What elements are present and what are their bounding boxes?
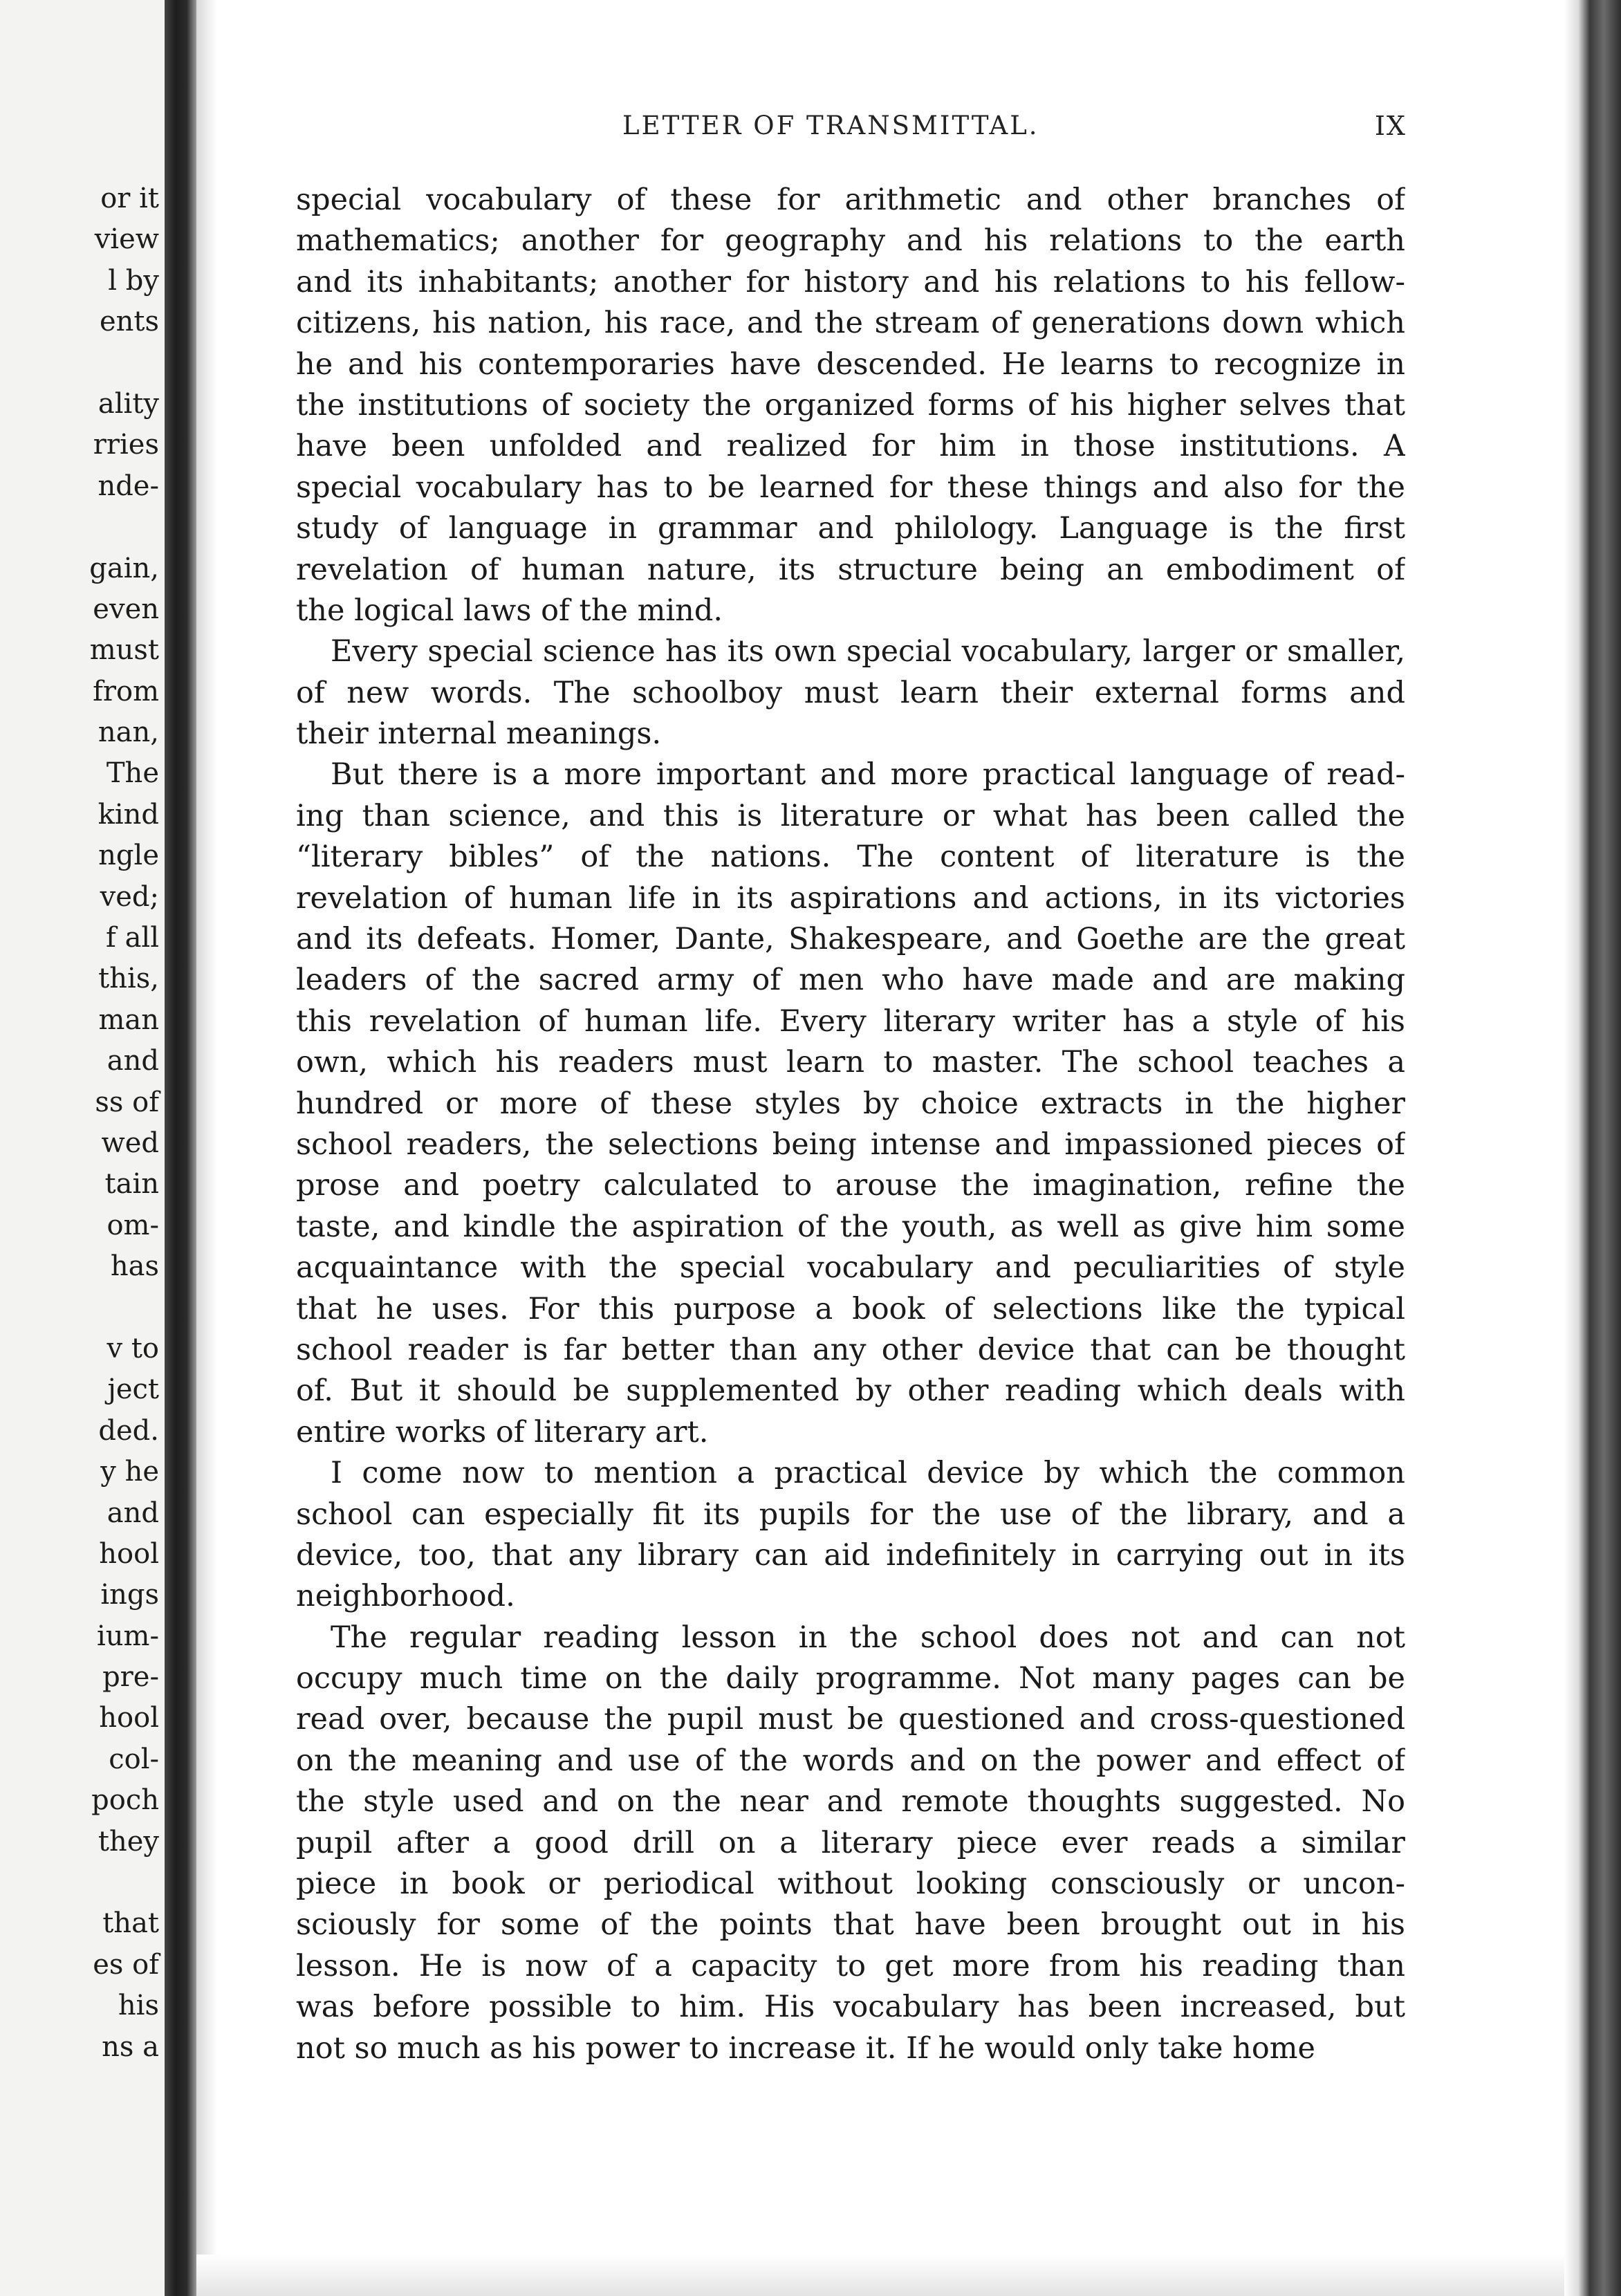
facing-page-fragment-line: v to bbox=[106, 1332, 159, 1364]
facing-page-fragment-line: and bbox=[106, 1497, 159, 1529]
text-line: the style used and on the near and remote thoughts suggested. No bbox=[296, 1784, 1405, 1820]
facing-page-fragment-line: l by bbox=[108, 264, 159, 297]
facing-page-fragment-line: ved; bbox=[100, 880, 159, 913]
text-line: sciously for some of the points that have been brought out in his bbox=[296, 1907, 1405, 1943]
facing-page-fragment-line: ss of bbox=[95, 1086, 159, 1118]
facing-page-fragment-line: gain, bbox=[89, 552, 159, 584]
text-line: that he uses. For this purpose a book of selections like the typical bbox=[296, 1291, 1405, 1326]
text-line: was before possible to him. His vocabulary has been increased, but bbox=[296, 1990, 1405, 2025]
facing-page-fragment-line: hool bbox=[99, 1537, 159, 1570]
facing-page-fragment-line: y he bbox=[100, 1456, 159, 1488]
facing-page-fragment-line: ium- bbox=[97, 1620, 159, 1652]
facing-page-fragment-line: ngle bbox=[98, 840, 159, 872]
facing-page-fragment-line: has bbox=[110, 1250, 159, 1283]
text-line: piece in book or periodical without looking consciously or uncon- bbox=[296, 1867, 1405, 1902]
facing-page-fragment-line: even bbox=[93, 593, 159, 625]
facing-page-fragment-line: wed bbox=[101, 1127, 159, 1159]
text-line: The regular reading lesson in the school does not and can not bbox=[331, 1620, 1405, 1655]
facing-page-fragment-line bbox=[0, 1862, 159, 1903]
paragraph bbox=[296, 754, 1405, 1453]
facing-page-fragment-line: f all bbox=[106, 922, 159, 954]
page-number: IX bbox=[1374, 111, 1407, 141]
text-line: he and his contemporaries have descended. He learns to recognize in bbox=[296, 346, 1405, 382]
facing-page-fragment-line: es of bbox=[93, 1948, 159, 1981]
facing-page-fragment-line: col- bbox=[109, 1743, 159, 1775]
facing-page-fragment-line: om- bbox=[106, 1209, 159, 1241]
text-line: lesson. He is now of a capacity to get more from his reading than bbox=[296, 1948, 1405, 1983]
facing-page-fragment-line bbox=[0, 1288, 159, 1328]
facing-page-fragment-line bbox=[0, 343, 159, 384]
text-line: this revelation of human life. Every literary writer has a style of his bbox=[296, 1003, 1405, 1039]
text-line: and its inhabitants; another for history and his relations to his fellow- bbox=[296, 264, 1405, 299]
facing-page-fragment-line: that bbox=[102, 1907, 159, 1940]
text-line: citizens, his nation, his race, and the stream of generations down which bbox=[296, 306, 1405, 341]
facing-page-fragment-line: nde- bbox=[98, 470, 159, 502]
text-line: neighborhood. bbox=[296, 1579, 515, 1614]
facing-page-fragment-line: and bbox=[106, 1045, 159, 1077]
page-edge-shadow bbox=[1564, 0, 1621, 2296]
text-line: have been unfolded and realized for him in those institutions. A bbox=[296, 429, 1405, 464]
facing-page-fragment-line: pre- bbox=[102, 1661, 159, 1694]
text-line: device, too, that any library can aid indefinitely in carrying out in its bbox=[296, 1537, 1405, 1573]
facing-page-fragment-line: man bbox=[98, 1003, 159, 1036]
facing-page-fragment-line: poch bbox=[91, 1784, 159, 1817]
paragraph bbox=[296, 631, 1405, 754]
paragraph bbox=[296, 1618, 1405, 2069]
book-gutter bbox=[165, 0, 196, 2296]
running-head bbox=[297, 111, 1407, 152]
text-line: study of language in grammar and philology. Language is the first bbox=[296, 511, 1405, 546]
facing-page-fragment-line bbox=[0, 507, 159, 548]
facing-page-fragment-line: ings bbox=[100, 1579, 159, 1611]
facing-page-fragment-line: this, bbox=[98, 963, 159, 995]
facing-page-fragment-line: they bbox=[98, 1825, 159, 1858]
text-line: But there is a more important and more practical language of read- bbox=[331, 757, 1405, 793]
text-line: pupil after a good drill on a literary piece ever reads a similar bbox=[296, 1825, 1405, 1860]
facing-page-fragment-line: hool bbox=[99, 1702, 159, 1734]
text-line: of new words. The schoolboy must learn their external forms and bbox=[296, 675, 1405, 710]
facing-page-fragment-line: from bbox=[93, 675, 159, 707]
facing-page-fragment-line: his bbox=[118, 1990, 159, 2022]
text-line: the institutions of society the organized forms of his higher selves that bbox=[296, 387, 1405, 423]
text-line: ing than science, and this is literature or what has been called the bbox=[296, 798, 1405, 833]
text-line: the logical laws of the mind. bbox=[296, 593, 723, 628]
text-line: mathematics; another for geography and his relations to the earth bbox=[296, 223, 1405, 259]
facing-page-fragment-line: kind bbox=[98, 798, 159, 831]
text-line: Every special science has its own special vocabulary, larger or smaller, bbox=[331, 634, 1405, 669]
facing-page-fragment bbox=[0, 0, 165, 2296]
facing-page-fragment-line: or it bbox=[100, 183, 159, 214]
text-line: not so much as his power to increase it. If he would only take home bbox=[296, 2030, 1315, 2066]
text-line: prose and poetry calculated to arouse the imagination, refine the bbox=[296, 1168, 1405, 1203]
text-line: school readers, the selections being intense and impassioned pieces of bbox=[296, 1127, 1405, 1162]
facing-page-fragment-line: ject bbox=[107, 1373, 159, 1406]
text-line: read over, because the pupil must be questioned and cross-questioned bbox=[296, 1702, 1405, 1737]
text-line: own, which his readers must learn to master. The school teaches a bbox=[296, 1045, 1405, 1080]
running-title: LETTER OF TRANSMITTAL. bbox=[622, 111, 1039, 140]
facing-page-fragment-line: must bbox=[89, 634, 159, 667]
text-line: on the meaning and use of the words and on the power and effect of bbox=[296, 1743, 1405, 1778]
facing-page-fragment-line: ents bbox=[99, 306, 159, 338]
text-line: taste, and kindle the aspiration of the youth, as well as give him some bbox=[296, 1209, 1405, 1244]
facing-page-fragment-line: ns a bbox=[102, 2030, 159, 2063]
text-line: I come now to mention a practical device by which the common bbox=[331, 1456, 1405, 1491]
text-line: revelation of human life in its aspirations and actions, in its victories bbox=[296, 880, 1405, 916]
facing-page-fragment-line: rries bbox=[93, 429, 159, 461]
text-line: leaders of the sacred army of men who have made and are making bbox=[296, 963, 1405, 998]
text-line: entire works of literary art. bbox=[296, 1414, 709, 1450]
text-line: and its defeats. Homer, Dante, Shakespeare, and Goethe are the great bbox=[296, 922, 1405, 957]
text-line: of. But it should be supplemented by other reading which deals with bbox=[296, 1373, 1405, 1409]
paragraph bbox=[296, 180, 1405, 631]
facing-page-fragment-line: The bbox=[106, 757, 159, 790]
facing-page-fragment-line: tain bbox=[104, 1168, 159, 1201]
text-line: acquaintance with the special vocabulary and peculiarities of style bbox=[296, 1250, 1405, 1286]
text-line: special vocabulary has to be learned for these things and also for the bbox=[296, 470, 1405, 505]
page-body-text bbox=[296, 180, 1405, 2069]
text-line: occupy much time on the daily programme. Not many pages can be bbox=[296, 1661, 1405, 1696]
text-line: school can especially fit its pupils for the use of the library, and a bbox=[296, 1497, 1405, 1532]
page-bottom-margin bbox=[196, 2255, 1566, 2296]
text-line: special vocabulary of these for arithmetic and other branches of bbox=[296, 183, 1405, 217]
paragraph bbox=[296, 1453, 1405, 1618]
facing-page-line-endings bbox=[0, 178, 159, 2068]
facing-page-fragment-line: nan, bbox=[98, 716, 159, 749]
facing-page-fragment-line: ded. bbox=[98, 1414, 159, 1447]
facing-page-fragment-line: view bbox=[94, 223, 159, 256]
gutter-shadow bbox=[196, 0, 217, 2296]
text-line: their internal meanings. bbox=[296, 716, 662, 752]
text-line: hundred or more of these styles by choice extracts in the higher bbox=[296, 1086, 1405, 1121]
text-line: school reader is far better than any other device that can be thought bbox=[296, 1332, 1405, 1367]
facing-page-fragment-line: ality bbox=[98, 387, 159, 420]
text-line: revelation of human nature, its structure being an embodiment of bbox=[296, 552, 1405, 587]
text-line: “literary bibles” of the nations. The content of literature is the bbox=[296, 840, 1405, 875]
